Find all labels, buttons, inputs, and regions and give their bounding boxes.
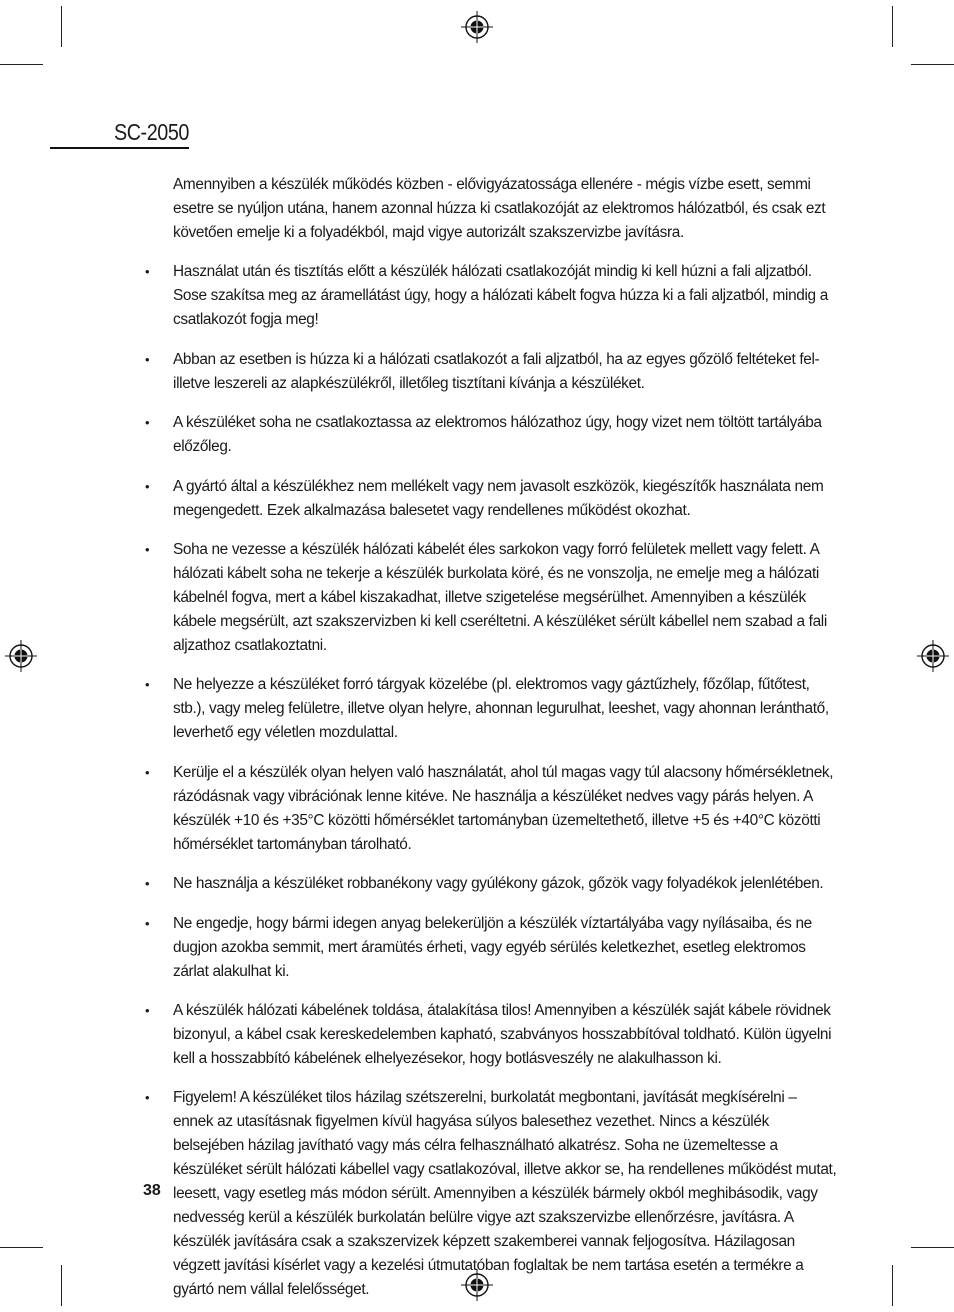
- model-header: [50, 118, 189, 149]
- page-number: 38: [143, 1182, 161, 1199]
- bullet-list: [173, 260, 839, 1302]
- list-item: • Soha ne vezesse a készülék hálózati kábelét éles sarkokon vagy forró felületek mellett vagy felett. A hálózati kábelt soha ne tekerje a készülék burkolata köré, és ne vonszolja, ne emelje meg a hálózati kábelnél fogva, mert a kábel kiszakadhat, illetve szigetelése megsérülhet. Amennyiben a készülék kábele megsérült, azt szakszervizben ki kell cseréltetni. A készüléket sérült kábellel nem szabad a fali aljzathoz csatlakoztatni.: [173, 538, 839, 658]
- model-title: SC-2050: [113, 119, 189, 145]
- registration-mark-icon: [4, 639, 38, 673]
- list-item: • A gyártó által a készülékhez nem mellékelt vagy nem javasolt eszközök, kiegészítők használata nem megengedett. Ezek alkalmazása balesetet vagy rendellenes működést okozhat.: [173, 475, 839, 523]
- list-item: • Használat után és tisztítás előtt a készülék hálózati csatlakozóját mindig ki kell húzni a fali aljzatból. Sose szakítsa meg az áramellátást úgy, hogy a hálózati kábelt fogva húzza ki a fali aljzatból, mindig a csatlakozót fogja meg!: [173, 260, 839, 332]
- crop-mark-bottom-left-horizontal: [0, 1247, 43, 1248]
- registration-mark-icon: [916, 639, 950, 673]
- crop-mark-top-left-horizontal: [0, 64, 43, 65]
- list-item: • A készülék hálózati kábelének toldása, átalakítása tilos! Amennyiben a készülék saját kábele rövidnek bizonyul, a kábel csak kereskedelemben kapható, szabványos hosszabbítóval toldható. Külön ügyelni kell a hosszabbító kábelének elhelyezésekor, hogy botlásveszély ne alakulhasson ki.: [173, 999, 839, 1071]
- crop-mark-bottom-left-vertical: [61, 1265, 62, 1306]
- list-item: • Ne engedje, hogy bármi idegen anyag belekerüljön a készülék víztartályába vagy nyílásaiba, és ne dugjon azokba semmit, mert áramütés érheti, vagy egyéb sérülés keletkezhet, esetleg elektromos zárlat alakulhat ki.: [173, 912, 839, 984]
- crop-mark-bottom-right-vertical: [892, 1265, 893, 1306]
- list-item: • Kerülje el a készülék olyan helyen való használatát, ahol túl magas vagy túl alacsony hőmérsékletnek, rázódásnak vagy vibrációnak lenne kitéve. Ne használja a készüléket nedves vagy párás helyen. A készülék +10 és +35°C közötti hőmérséklet tartományban üzemeltethető, illetve +5 és +40°C közötti hőmérséklet tartományban tárolható.: [173, 761, 839, 857]
- list-item: • A készüléket soha ne csatlakoztassa az elektromos hálózathoz úgy, hogy vizet nem töltött tartályába előzőleg.: [173, 411, 839, 459]
- intro-paragraph: Amennyiben a készülék működés közben - elővigyázatossága ellenére - mégis vízbe esett, semmi esetre se nyúljon utána, hanem azonnal húzza ki csatlakozóját az elektromos hálózatból, és csak ezt követően emelje ki a folyadékból, majd vigye autorizált szakszervizbe javításra.: [173, 176, 826, 241]
- list-item: • Figyelem! A készüléket tilos házilag szétszerelni, burkolatát megbontani, javítását megkísérelni – ennek az utasításnak figyelmen kívül hagyása súlyos balesethez vezethet. Nincs a készülék belsejében házilag javítható vagy más célra felhasználható alkatrész. Soha ne üzemeltesse a készüléket sérült hálózati kábellel vagy csatlakozóval, illetve akkor se, ha rendellenes működést mutat, leesett, vagy esetleg más módon sérült. Amennyiben a készülék bármely okból meghibásodik, vagy nedvesség kerül a készülék burkolatán belülre vigye azt szakszervizbe ellenőrzésre, javításra. A készülék javítására csak a szakszervizek képzett szakemberei vannak feljogosítva. Házilagosan végzett javítási kísérlet vagy a kezelési útmutatóban foglaltak be nem tartása esetén a termékre a gyártó nem vállal felelősséget.: [173, 1086, 839, 1302]
- list-item: • Ne használja a készüléket robbanékony vagy gyúlékony gázok, gőzök vagy folyadékok jelenlétében.: [173, 872, 839, 896]
- crop-mark-top-right-vertical: [892, 6, 893, 47]
- crop-mark-top-left-vertical: [61, 6, 62, 47]
- list-item: • Ne helyezze a készüléket forró tárgyak közelébe (pl. elektromos vagy gáztűzhely, főzőlap, fűtőtest, stb.), vagy meleg felületre, illetve olyan helyre, ahonnan legurulhat, leeshet, vagy ahonnan leránthatő, leverhető egy véletlen mozdulattal.: [173, 673, 839, 745]
- crop-mark-top-right-horizontal: [911, 64, 954, 65]
- registration-mark-icon: [460, 10, 494, 44]
- list-item: • Abban az esetben is húzza ki a hálózati csatlakozót a fali aljzatból, ha az egyes gőzölő feltéteket fel- illetve leszereli az alapkészülékről, illetőleg tisztítani kívánja a készüléket.: [173, 348, 839, 396]
- safety-instructions: [173, 173, 839, 1310]
- crop-mark-bottom-right-horizontal: [911, 1247, 954, 1248]
